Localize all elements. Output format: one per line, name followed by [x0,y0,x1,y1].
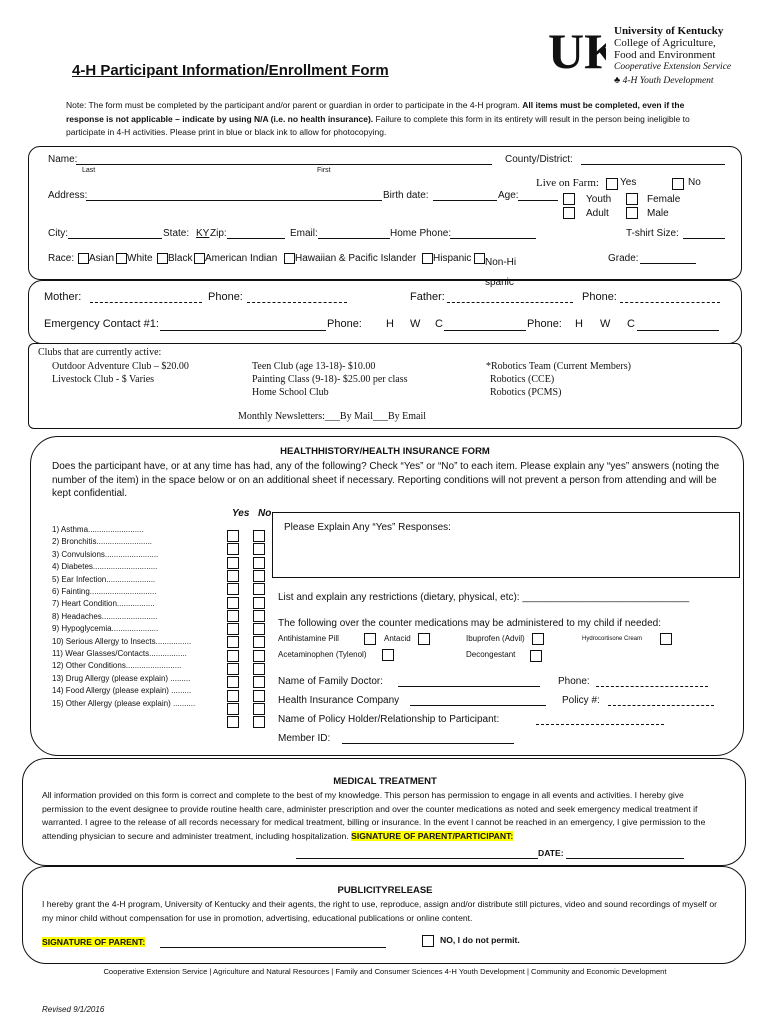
uk-logo-text: UK [548,24,606,72]
father-label: Father: [410,291,445,303]
father-phone-label: Phone: [582,291,617,303]
health-item-13-yes-checkbox[interactable] [227,690,239,702]
female-label: Female [647,194,681,205]
emergency-phone-label: Phone: [327,318,362,330]
health-item-6-no-checkbox[interactable] [253,597,265,609]
health-item-1-no-checkbox[interactable] [253,530,265,542]
publicity-signature-label: SIGNATURE OF PARENT: [42,937,146,947]
yes-no-checkbox-grid [227,530,267,740]
city-input[interactable] [68,238,162,239]
health-item-11-no-checkbox[interactable] [253,663,265,675]
yes-header: Yes [232,508,250,519]
policy-input[interactable] [608,705,714,706]
med-antacid-checkbox[interactable] [418,633,430,645]
email-label: Email: [290,228,318,239]
med-hydrocortisone-checkbox[interactable] [660,633,672,645]
health-item-6-yes-checkbox[interactable] [227,597,239,609]
name-label: Name: [48,154,78,165]
insurance-label: Health Insurance Company [278,695,400,706]
health-item-9-yes-checkbox[interactable] [227,636,239,648]
health-item-2-yes-checkbox[interactable] [227,543,239,555]
health-item-9: 9) Hypoglycemia..................... [52,624,159,634]
restrictions-field[interactable]: List and explain any restrictions (dietary, physical, etc): ______________________________ [278,592,690,603]
male-checkbox[interactable] [626,207,638,219]
male-label: Male [647,208,669,219]
publicity-title: PUBLICITYRELEASE [337,885,433,896]
insurance-input[interactable] [410,705,546,706]
med-antacid-label: Antacid [384,634,411,643]
race-hawaiian-label: Hawaiian & Pacific Islander [295,253,417,264]
health-item-14-yes-checkbox[interactable] [227,703,239,715]
club-livestock: Livestock Club - $ Varies [52,374,155,385]
health-item-15: 15) Other Allergy (please explain) .......... [52,698,196,708]
clubs-heading: Clubs that are currently active: [38,347,162,358]
youth-development-row [614,75,764,87]
medical-body: All information provided on this form is correct and complete to the best of my knowledge. This person has permission to engage in all events and activities. I hereby give permission to the event designee to provide routine health care, administer prescription and over the counter medications as noted and seek emergency medical treatment if warranted. I agree to the release of all records necessary for medical treatment, billing or insurance. In the event I cannot be reached in an emergency, I give permission to the attending physician to secure and administer treatment, including hospitalization. [42,790,706,841]
extension-service: Cooperative Extension Service [614,62,732,72]
health-item-10: 10) Serious Allergy to Insects................ [52,636,192,646]
note-bold: All items must be completed, even if the response is not applicable – indicate by using N/A (i.e. no health insurance). [66,100,685,124]
instructions-note [66,99,714,140]
race-american-indian-label: American Indian [205,253,278,264]
race-black-label: Black [168,253,193,264]
health-item-9-no-checkbox[interactable] [253,636,265,648]
age-input[interactable] [518,200,558,201]
father-input[interactable] [447,302,573,303]
race-label: Race: [48,253,75,264]
grade-input[interactable] [640,263,696,264]
health-item-12-no-checkbox[interactable] [253,676,265,688]
health-item-3-no-checkbox[interactable] [253,557,265,569]
no-header: No [258,508,272,519]
farm-no-label: No [688,177,701,188]
uk-logo [548,24,606,72]
health-item-5: 5) Ear Infection...................... [52,574,156,584]
last-label: Last [82,167,96,174]
clover-icon: ♣ [614,76,621,86]
clubs-col1 [52,360,189,386]
city-label: City: [48,228,68,239]
doctor-phone-label: Phone: [558,676,590,687]
race-hispanic-checkbox[interactable] [422,253,433,264]
medical-title: MEDICAL TREATMENT [333,776,437,787]
state-value[interactable]: KY [196,228,210,239]
zip-label: Zip: [210,228,227,239]
club-robotics-team: *Robotics Team (Current Members) [486,361,631,372]
health-item-3: 3) Convulsions........................ [52,549,159,559]
birth-date-input[interactable] [433,200,497,201]
publicity-body: I hereby grant the 4-H program, University of Kentucky and their agents, the right to use, reproduce, assign and/or distribute still pictures, video and sound recordings of myself or my minor child without compensation for use in promotion, advertising, educational publications or online content. [42,899,717,923]
med-antihistamine-label: Antihistamine Pill [278,634,339,643]
father-phone-input[interactable] [620,302,720,303]
health-item-10-no-checkbox[interactable] [253,650,265,662]
race-non-hispanic-checkbox[interactable] [474,253,485,264]
race-non-hispanic-label: Non-Hispanic [485,257,517,288]
health-intro: Does the participant have, or at any time has had, any of the following? Check “Yes” or “No” to each item. Please explain any “yes” answers (noting the number of the item) in the space below or on an additional sheet if necessary. Reporting conditions will not prevent a person from attending and will be kept confidential. [52,461,720,499]
race-hispanic-label: Hispanic [433,253,472,264]
med-decongestant-label: Decongestant [466,650,516,659]
health-item-8: 8) Headaches......................... [52,611,158,621]
youth-development: 4-H Youth Development [622,76,714,86]
health-item-7-yes-checkbox[interactable] [227,610,239,622]
farm-yes-checkbox[interactable] [606,178,618,190]
female-checkbox[interactable] [626,193,638,205]
health-item-7-no-checkbox[interactable] [253,610,265,622]
health-item-8-yes-checkbox[interactable] [227,623,239,635]
college-line1: College of Agriculture, [614,37,716,49]
race-american-indian-checkbox[interactable] [194,253,205,264]
contacts-section [28,280,742,344]
mother-label: Mother: [44,291,82,303]
medical-signature-input[interactable] [296,858,538,859]
farm-yes-label: Yes [620,177,637,188]
health-item-15-no-checkbox[interactable] [253,716,265,728]
medical-signature-label: SIGNATURE OF PARENT/PARTICIPANT: [351,830,514,841]
med-acetaminophen-checkbox[interactable] [382,649,394,661]
note-prefix: Note: The form must be completed by the participant and/or parent or guardian in order to participate in the 4-H program. [66,100,520,110]
doctor-phone-input[interactable] [596,686,708,687]
race-white-label: White [127,253,153,264]
health-item-5-no-checkbox[interactable] [253,583,265,595]
health-item-14-no-checkbox[interactable] [253,703,265,715]
policy-holder-label: Name of Policy Holder/Relationship to Participant: [278,714,500,725]
clubs-col2 [252,360,408,399]
race-white-checkbox[interactable] [116,253,127,264]
name-input[interactable] [76,164,492,165]
medical-date-label: DATE: [538,848,564,858]
health-items [52,524,195,710]
health-item-4-no-checkbox[interactable] [253,570,265,582]
footer-text: Cooperative Extension Service | Agriculture and Natural Resources | Family and Consumer Sciences 4-H Youth Development | Community and Economic Development [103,967,667,976]
live-on-farm-label: Live on Farm: [536,177,599,189]
race-asian-checkbox[interactable] [78,253,89,264]
health-item-12-yes-checkbox[interactable] [227,676,239,688]
college-line2: Food and Environment [614,49,716,61]
county-label: County/District: [505,154,573,165]
mother-phone-label: Phone: [208,291,243,303]
health-item-12: 12) Other Conditions......................... [52,661,182,671]
emergency2-h-label: H [575,318,583,330]
publicity-signature-input[interactable] [160,947,386,948]
doctor-input[interactable] [398,686,540,687]
first-label: First [317,167,331,174]
form-title: 4-H Participant Information/Enrollment Form [72,62,389,79]
otc-heading: The following over the counter medications may be administered to my child if needed: [278,618,661,629]
emergency-w-label: W [410,318,421,330]
no-permit-checkbox[interactable] [422,935,434,947]
state-label: State: [163,228,190,239]
monthly-newsletters[interactable]: Monthly Newsletters:___By Mail___By Email [238,411,427,422]
farm-no-checkbox[interactable] [672,178,684,190]
club-painting: Painting Class (9-18)- $25.00 per class [252,374,408,385]
emergency-c-label: C [435,318,443,330]
member-id-label: Member ID: [278,733,331,744]
health-item-11-yes-checkbox[interactable] [227,663,239,675]
note-suffix: Failure to complete this form in its entirety will result in the person being ineligible to participate in 4-H activities. Please print in blue or black ink to allow for photocopying. [66,113,690,137]
health-item-1-yes-checkbox[interactable] [227,530,239,542]
zip-input[interactable] [227,238,285,239]
tshirt-input[interactable] [683,238,725,239]
emergency-h-label: H [386,318,394,330]
club-robotics-cce: Robotics (CCE) [490,374,555,385]
emergency2-w-label: W [600,318,611,330]
health-item-13: 13) Drug Allergy (please explain) ......... [52,673,191,683]
health-item-8-no-checkbox[interactable] [253,623,265,635]
health-item-4: 4) Diabetes............................. [52,562,158,572]
health-item-13-no-checkbox[interactable] [253,690,265,702]
adult-label: Adult [586,208,609,219]
med-ibuprofen-label: Ibuprofen (Advil) [466,634,525,643]
policy-label: Policy #: [562,695,600,706]
email-input[interactable] [318,238,390,239]
health-title: HEALTHHISTORY/HEALTH INSURANCE FORM [280,446,490,457]
emergency-phone2-label: Phone: [527,318,562,330]
med-hydrocortisone-label: Hydrocortisone Cream [582,636,643,642]
policy-holder-input[interactable] [536,724,664,725]
club-teen: Teen Club (age 13-18)- $10.00 [252,361,376,372]
health-item-15-yes-checkbox[interactable] [227,716,239,728]
health-item-4-yes-checkbox[interactable] [227,570,239,582]
home-phone-label: Home Phone: [390,228,452,239]
health-item-14: 14) Food Allergy (please explain) ......... [52,686,192,696]
no-permit-label: NO, I do not permit. [440,935,520,945]
revised-date: Revised 9/1/2016 [42,1005,105,1014]
tshirt-label: T-shirt Size: [626,228,679,239]
medical-body-block [42,789,722,843]
health-item-10-yes-checkbox[interactable] [227,650,239,662]
mother-phone-input[interactable] [247,302,347,303]
emergency2-c-label: C [627,318,635,330]
emergency-contact-input[interactable] [160,330,326,331]
health-item-3-yes-checkbox[interactable] [227,557,239,569]
club-outdoor-adventure: Outdoor Adventure Club – $20.00 [52,361,189,372]
health-item-6: 6) Fainting.............................. [52,587,157,597]
emergency-phone1-input[interactable] [444,330,526,331]
med-decongestant-checkbox[interactable] [530,650,542,662]
club-home-school: Home School Club [252,387,329,398]
race-black-checkbox[interactable] [157,253,168,264]
health-item-7: 7) Heart Condition................. [52,599,155,609]
medical-date-input[interactable] [566,858,684,859]
med-antihistamine-checkbox[interactable] [364,633,376,645]
youth-checkbox[interactable] [563,193,575,205]
health-item-5-yes-checkbox[interactable] [227,583,239,595]
emergency-phone2-input[interactable] [637,330,719,331]
grade-label: Grade: [608,253,639,264]
race-asian-label: Asian [89,253,115,264]
emergency-contact-label: Emergency Contact #1: [44,318,159,330]
med-ibuprofen-checkbox[interactable] [532,633,544,645]
address-label: Address: [48,190,88,201]
health-item-1: 1) Asthma......................... [52,525,144,534]
doctor-label: Name of Family Doctor: [278,676,384,687]
age-label: Age: [498,190,519,201]
health-item-2-no-checkbox[interactable] [253,543,265,555]
med-acetaminophen-label: Acetaminophen (Tylenol) [278,650,367,659]
health-item-11: 11) Wear Glasses/Contacts................. [52,649,187,659]
explain-label: Please Explain Any “Yes” Responses: [284,522,451,533]
home-phone-input[interactable] [450,238,536,239]
member-id-input[interactable] [342,743,514,744]
birth-date-label: Birth date: [383,190,429,201]
university-name: University of Kentucky [614,25,724,37]
club-robotics-pcms: Robotics (PCMS) [490,387,562,398]
mother-input[interactable] [90,302,202,303]
address-input[interactable] [86,200,382,201]
adult-checkbox[interactable] [563,207,575,219]
university-header [614,25,764,87]
county-input[interactable] [581,164,725,165]
race-hawaiian-checkbox[interactable] [284,253,295,264]
clubs-col3 [486,360,631,399]
youth-label: Youth [586,194,612,205]
health-item-2: 2) Bronchitis......................... [52,537,153,547]
